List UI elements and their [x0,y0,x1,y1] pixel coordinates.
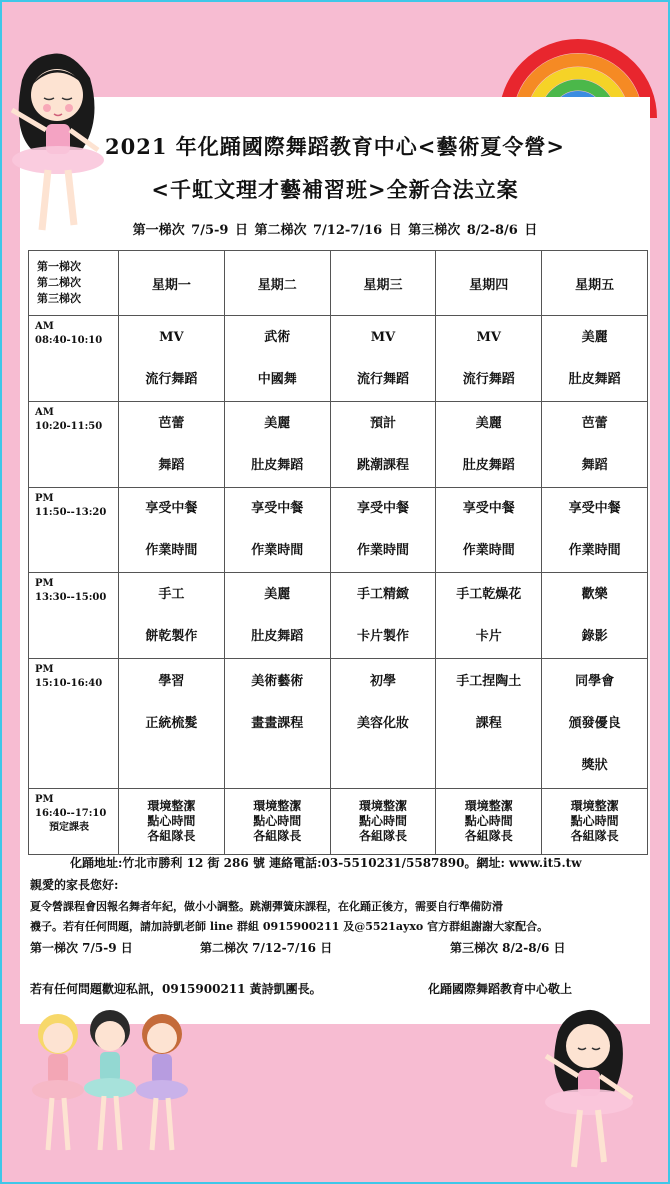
time-cell: PM 11:50--13:20 [29,488,119,573]
time-cell: PM 13:30--15:00 [29,573,119,659]
class-cell: 美麗 肚皮舞蹈 [224,573,330,659]
table-row [29,316,648,402]
class-cell: 手工捏陶土 課程 [436,659,542,789]
day-header: 星期三 [330,251,436,316]
class-cell: MV 流行舞蹈 [119,316,225,402]
three-ballerinas-illustration [20,1000,200,1170]
contact-note: 若有任何問題歡迎私訊，0915900211 黃詩凱團長。 [30,982,322,996]
class-cell: MV 流行舞蹈 [330,316,436,402]
contact-address: 化踊地址:竹北市勝利 12 街 286 號 連絡電話:03-5510231/5587890。網址: www.it5.tw [70,856,582,870]
class-cell: 環境整潔 點心時間 各組隊長 [436,789,542,855]
greeting: 親愛的家長您好: [30,878,119,892]
class-cell: 享受中餐 作業時間 [224,488,330,573]
time-cell: PM 16:40--17:10 預定課表 [29,789,119,855]
session-1-date: 第一梯次 7/5-9 日 [30,941,133,955]
day-header: 星期二 [224,251,330,316]
table-row [29,402,648,488]
class-cell: 芭蕾 舞蹈 [542,402,648,488]
ballerina-girl-illustration-right [528,1002,648,1172]
time-cell: AM 10:20-11:50 [29,402,119,488]
class-cell: 美麗 肚皮舞蹈 [542,316,648,402]
signature: 化踊國際舞蹈教育中心敬上 [428,982,573,996]
class-cell: 歡樂 錄影 [542,573,648,659]
class-cell: 初學 美容化妝 [330,659,436,789]
class-cell: 環境整潔 點心時間 各組隊長 [542,789,648,855]
session-2-date: 第二梯次 7/12-7/16 日 [200,941,333,955]
class-cell: 美術藝術 畫畫課程 [224,659,330,789]
class-cell: 享受中餐 作業時間 [542,488,648,573]
day-header: 星期一 [119,251,225,316]
note-line-2: 襪子。若有任何問題，請加詩凱老師 line 群組 0915900211 及@5521ayxo 官方群組謝謝大家配合。 [30,920,549,933]
session-3-date: 第三梯次 8/2-8/6 日 [450,941,566,955]
class-cell: 美麗 肚皮舞蹈 [436,402,542,488]
class-cell: 享受中餐 作業時間 [330,488,436,573]
class-cell: MV 流行舞蹈 [436,316,542,402]
session-dates: 第一梯次 7/5-9 日 第二梯次 7/12-7/16 日 第三梯次 8/2-8/6 日 [132,223,538,238]
class-cell: 同學會 頒發優良 獎狀 [542,659,648,789]
class-cell: 預計 跳潮課程 [330,402,436,488]
class-cell: 手工精緻 卡片製作 [330,573,436,659]
schedule-table [28,250,648,855]
class-cell: 武術 中國舞 [224,316,330,402]
time-cell: PM 15:10-16:40 [29,659,119,789]
class-cell: 環境整潔 點心時間 各組隊長 [224,789,330,855]
class-cell: 環境整潔 點心時間 各組隊長 [330,789,436,855]
time-cell: AM 08:40-10:10 [29,316,119,402]
class-cell: 享受中餐 作業時間 [119,488,225,573]
table-row [29,488,648,573]
table-row [29,659,648,789]
class-cell: 學習 正統梳髮 [119,659,225,789]
class-cell: 芭蕾 舞蹈 [119,402,225,488]
page-title: 2021 年化踊國際舞蹈教育中心<藝術夏令營> [105,134,565,159]
session-header-cell: 第一梯次 第二梯次 第三梯次 [29,251,119,316]
table-row [29,573,648,659]
class-cell: 手工乾燥花 卡片 [436,573,542,659]
table-row [29,789,648,855]
class-cell: 美麗 肚皮舞蹈 [224,402,330,488]
page-subtitle: <千虹文理才藝補習班>全新合法立案 [151,177,519,202]
day-header: 星期五 [542,251,648,316]
note-line-1: 夏令營課程會因報名舞者年紀，做小小調整。跳潮彈簧床課程，在化踊正後方，需要自行準備防滑 [30,900,503,913]
class-cell: 手工 餅乾製作 [119,573,225,659]
class-cell: 環境整潔 點心時間 各組隊長 [119,789,225,855]
table-header-row [29,251,648,316]
class-cell: 享受中餐 作業時間 [436,488,542,573]
day-header: 星期四 [436,251,542,316]
